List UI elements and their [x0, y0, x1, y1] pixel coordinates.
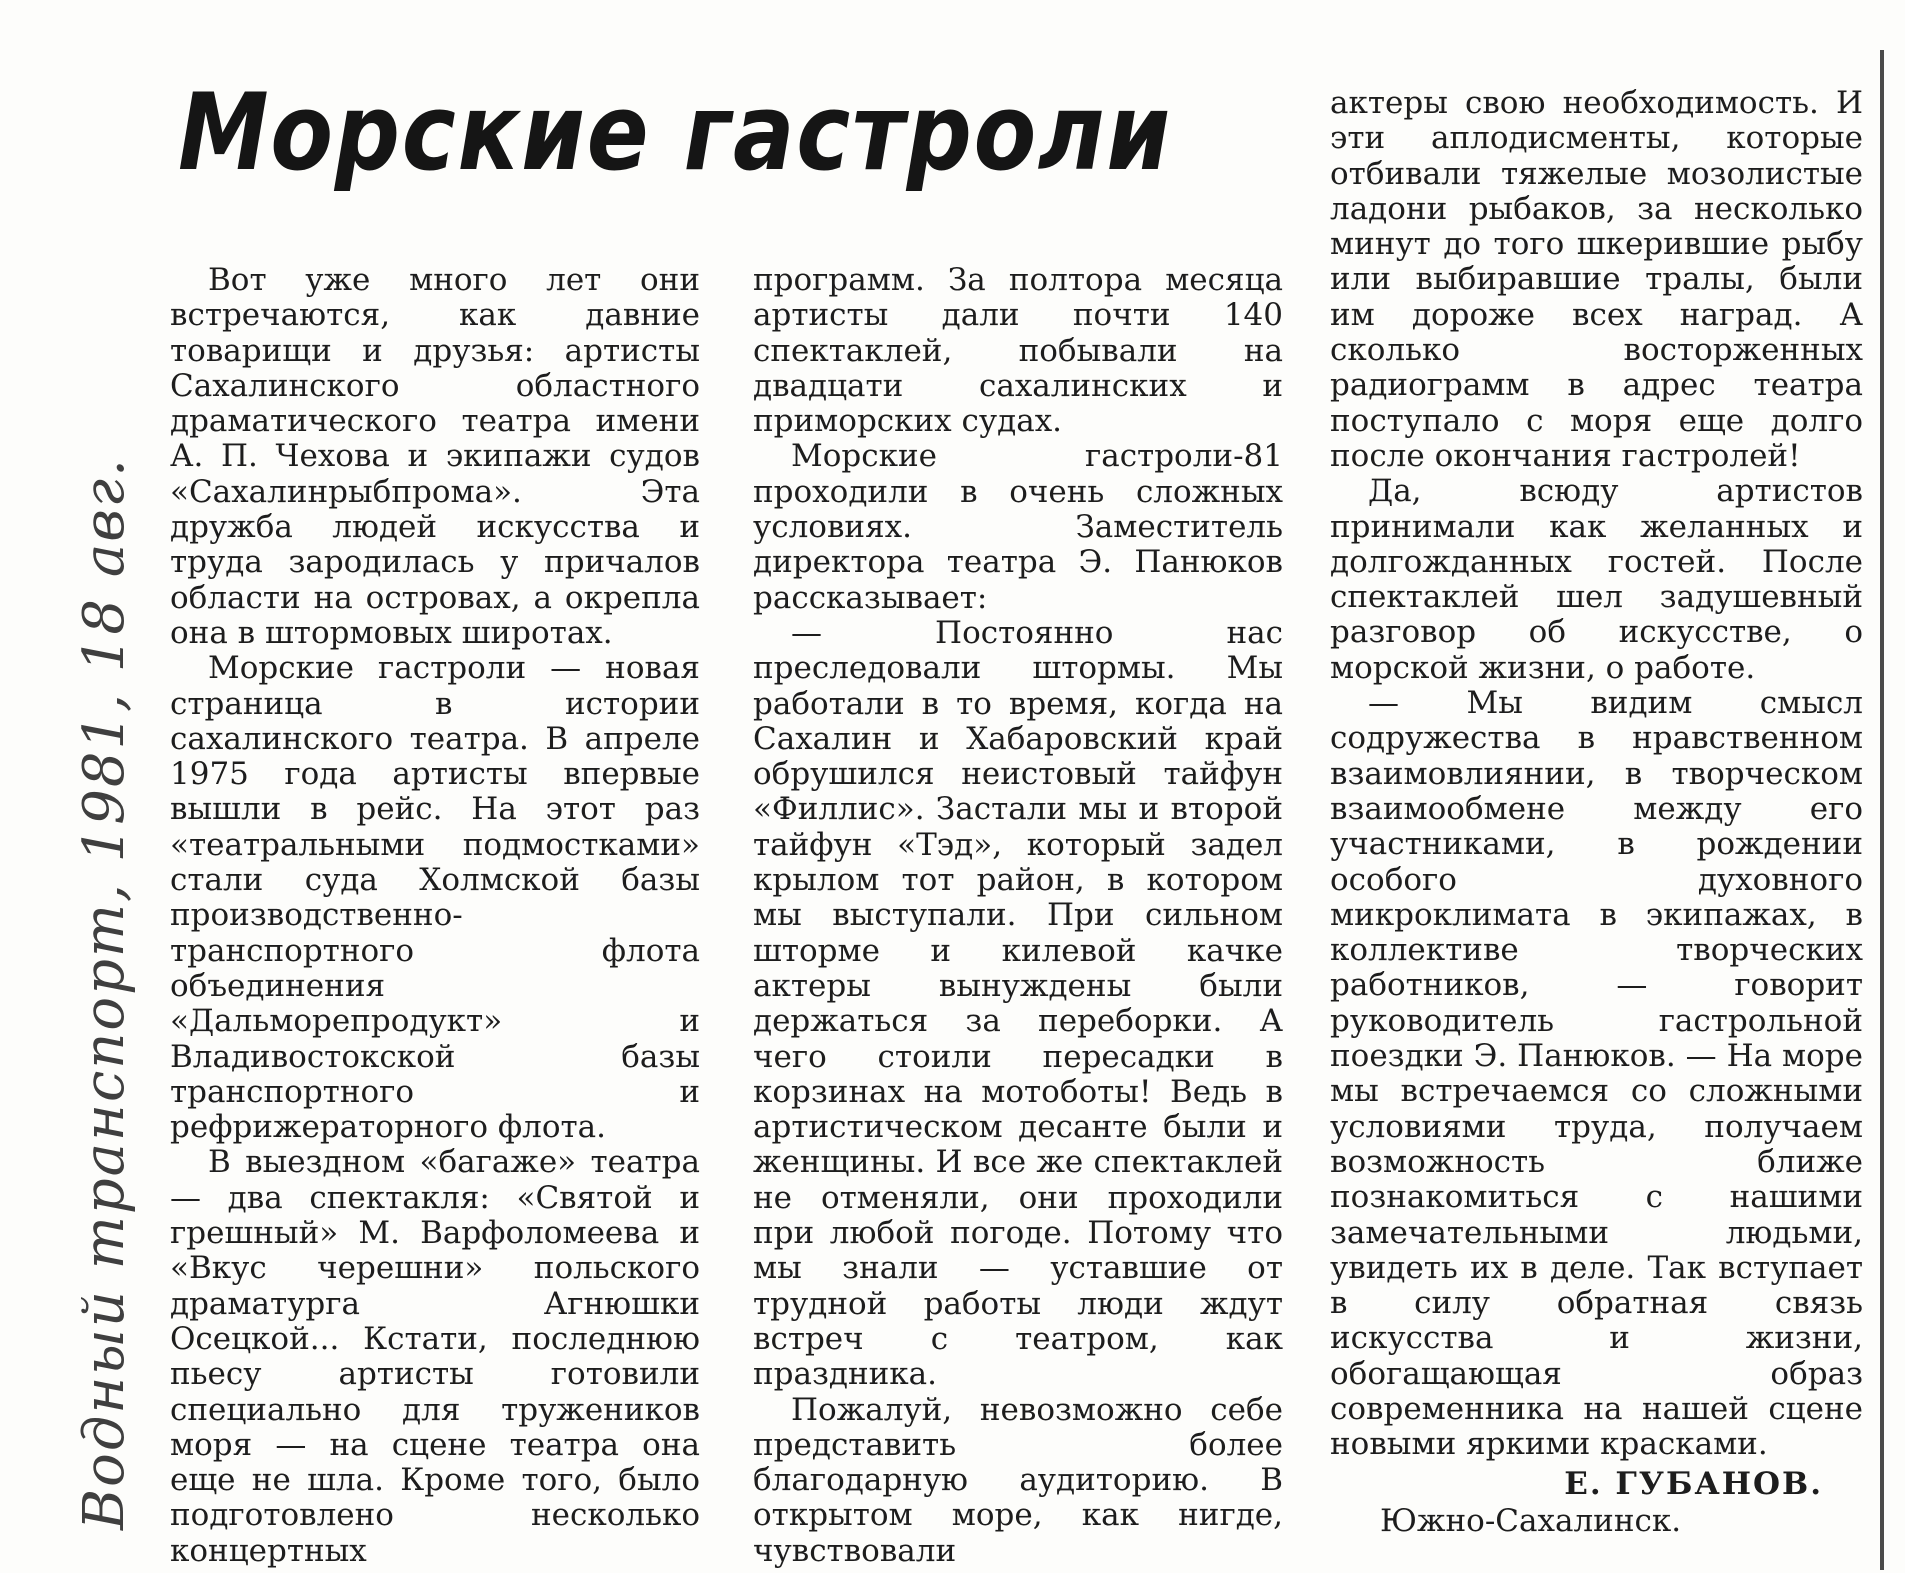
paragraph: — Мы видим смысл содружества в нравственном взаимовлиянии, в творческом взаимообмене между его участниками, в рождении особого духовного микроклимата в экипажах, в коллективе творческих работников, — говорит руководитель гастрольной поездки Э. Панюков. — На море мы встречаемся со сложными условиями труда, получаем возможность ближе познакомиться с нашими замечательными людьми, увидеть их в деле. Так вступает в силу обратная связь искусства и жизни, обогащающая образ современника на нашей сцене новыми яркими красками.: [1330, 685, 1863, 1463]
paragraph: — Постоянно нас преследовали штормы. Мы работали в то время, когда на Сахалин и Хабаровский край обрушился неистовый тайфун «Филлис». Застали мы и второй тайфун «Тэд», который задел крылом тот район, в котором мы выступали. При сильном шторме и килевой качке актеры вынуждены были держаться за переборки. А чего стоили пересадки в корзинах на мотоботы! Ведь в артистическом десанте были и женщины. И все же спектаклей не отменяли, они проходили при любой погоде. Потому что мы знали — уставшие от трудной работы люди ждут встреч с театром, как праздника.: [753, 614, 1283, 1393]
author-location: Южно-Сахалинск.: [1380, 1502, 1682, 1539]
article-column-2: [753, 263, 1283, 1569]
paragraph: программ. За полтора месяца артисты дали почти 140 спектаклей, побывали на двадцати сахалинских и приморских судах.: [753, 262, 1283, 440]
paragraph: Морские гастроли-81 проходили в очень сложных условиях. Заместитель директора театра Э. Панюков рассказывает:: [753, 438, 1283, 616]
article-column-1: [170, 263, 700, 1569]
author-signature: Е. ГУБАНОВ.: [1564, 1465, 1823, 1502]
paragraph: Пожалуй, невозможно себе представить более благодарную аудиторию. В открытом море, как нигде, чувствовали: [753, 1391, 1283, 1569]
clipping-edge: [1880, 50, 1884, 1570]
paragraph: Вот уже много лет они встречаются, как давние товарищи и друзья: артисты Сахалинского областного драматического театра имени А. П. Чехова и экипажи судов «Сахалинрыбпрома». Эта дружба людей искусства и труда зародилась у причалов области на островах, а окрепла она в штормовых широтах.: [170, 262, 700, 651]
article-column-3: [1330, 86, 1863, 1539]
paragraph: В выездном «багаже» театра — два спектакля: «Святой и грешный» М. Варфоломеева и «Вкус черешни» польского драматурга Агнюшки Осецкой... Кстати, последнюю пьесу артисты готовили специально для тружеников моря — на сцене театра она еще не шла. Кроме того, было подготовлено несколько концертных: [170, 1144, 700, 1569]
paragraph: Морские гастроли — новая страница в истории сахалинского театра. В апреле 1975 года артисты впервые вышли в рейс. На этот раз «театральными подмостками» стали суда Холмской базы производственно-транспортного флота объединения «Дальморепродукт» и Владивостокской базы транспортного и рефрижераторного флота.: [170, 650, 700, 1146]
article-title: Морские гастроли: [178, 71, 1173, 194]
paragraph: Да, всюду артистов принимали как желанных и долгожданных гостей. После спектаклей шел задушевный разговор об искусстве, о морской жизни, о работе.: [1330, 473, 1863, 686]
handwritten-source-note: Водный транспорт, 1981, 18 авг.: [72, 457, 137, 1530]
paragraph: актеры свою необходимость. И эти аплодисменты, которые отбивали тяжелые мозолистые ладони рыбаков, за несколько минут до того шкерившие рыбу или выбиравшие тралы, были им дороже всех наград. А сколько восторженных радиограмм в адрес театра поступало с моря еще долго после окончания гастролей!: [1330, 85, 1863, 474]
